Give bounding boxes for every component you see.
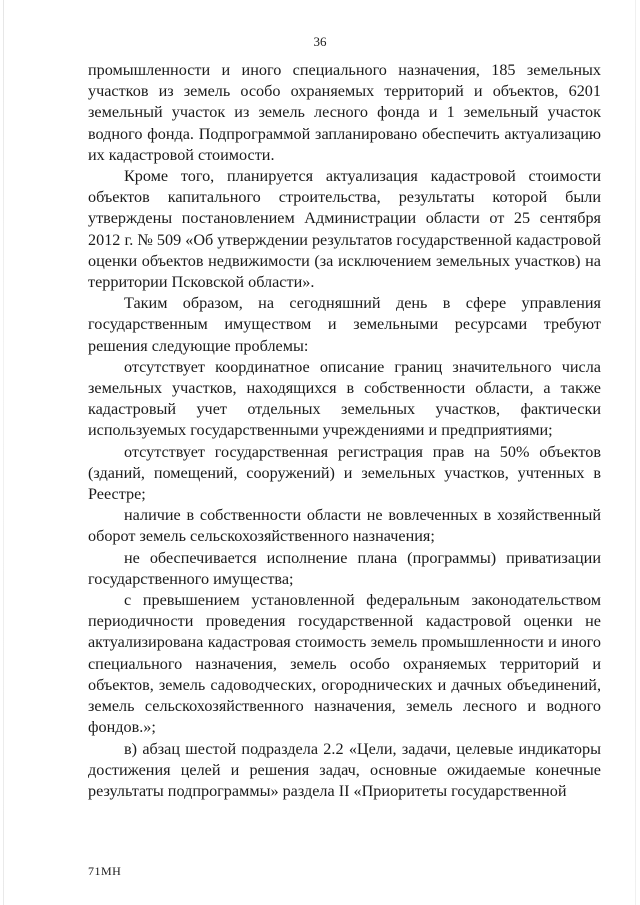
paragraph: не обеспечивается исполнение плана (программы) приватизации государственного имущества; [88,548,601,588]
scan-edge-right [635,0,636,905]
paragraph: Таким образом, на сегодняшний день в сфере управления государственным имуществом и земельными ресурсами требуют решения следующие проблемы: [88,294,601,355]
footer-document-code: 71МН [88,864,122,878]
paragraph: отсутствует государственная регистрация прав на 50% объектов (зданий, помещений, сооружений) и земельных участков, учтенных в Реестре; [88,442,601,504]
paragraph: Кроме того, планируется актуализация кадастровой стоимости объектов капитального строительства, результаты которой были утверждены постановлением Администрации области от 25 сентября 2012 г. № 509 «Об утверждении результатов государственной кадастровой оценки объектов недвижимости (за исключением земельных участков) на территории Псковской области». [88,167,601,292]
paragraph: промышленности и иного специального назначения, 185 земельных участков из земель особо охраняемых территорий и объектов, 6201 земельный участок из земель лесного фонда и 1 земельный участок водного фонда. Подпрограммой запланировано обеспечить актуализацию их кадастровой стоимости. [88,61,601,164]
scan-edge-left [3,0,4,905]
page-number: 36 [313,34,327,49]
paragraph: с превышением установленной федеральным законодательством периодичности проведения государственной кадастровой оценки не актуализирована кадастровая стоимость земель промышленности и иного специального назначения, земель особо охраняемых территорий и объектов, земель садоводческих, огороднических и дачных объединений, земель сельскохозяйственного назначения, земель лесного и водного фондов.»; [88,591,601,737]
paragraph: отсутствует координатное описание границ значительного числа земельных участков, находящихся в собственности области, а также кадастровый учет отдельных земельных участков, фактически используемых государственными учреждениями и предприятиями; [88,357,601,440]
body-text [88,60,601,802]
paragraph: наличие в собственности области не вовлеченных в хозяйственный оборот земель сельскохозяйственного назначения; [88,506,601,546]
paragraph: в) абзац шестой подраздела 2.2 «Цели, задачи, целевые индикаторы достижения целей и решения задач, основные ожидаемые конечные результаты подпрограммы» раздела II «Приоритеты государственной [88,739,601,800]
